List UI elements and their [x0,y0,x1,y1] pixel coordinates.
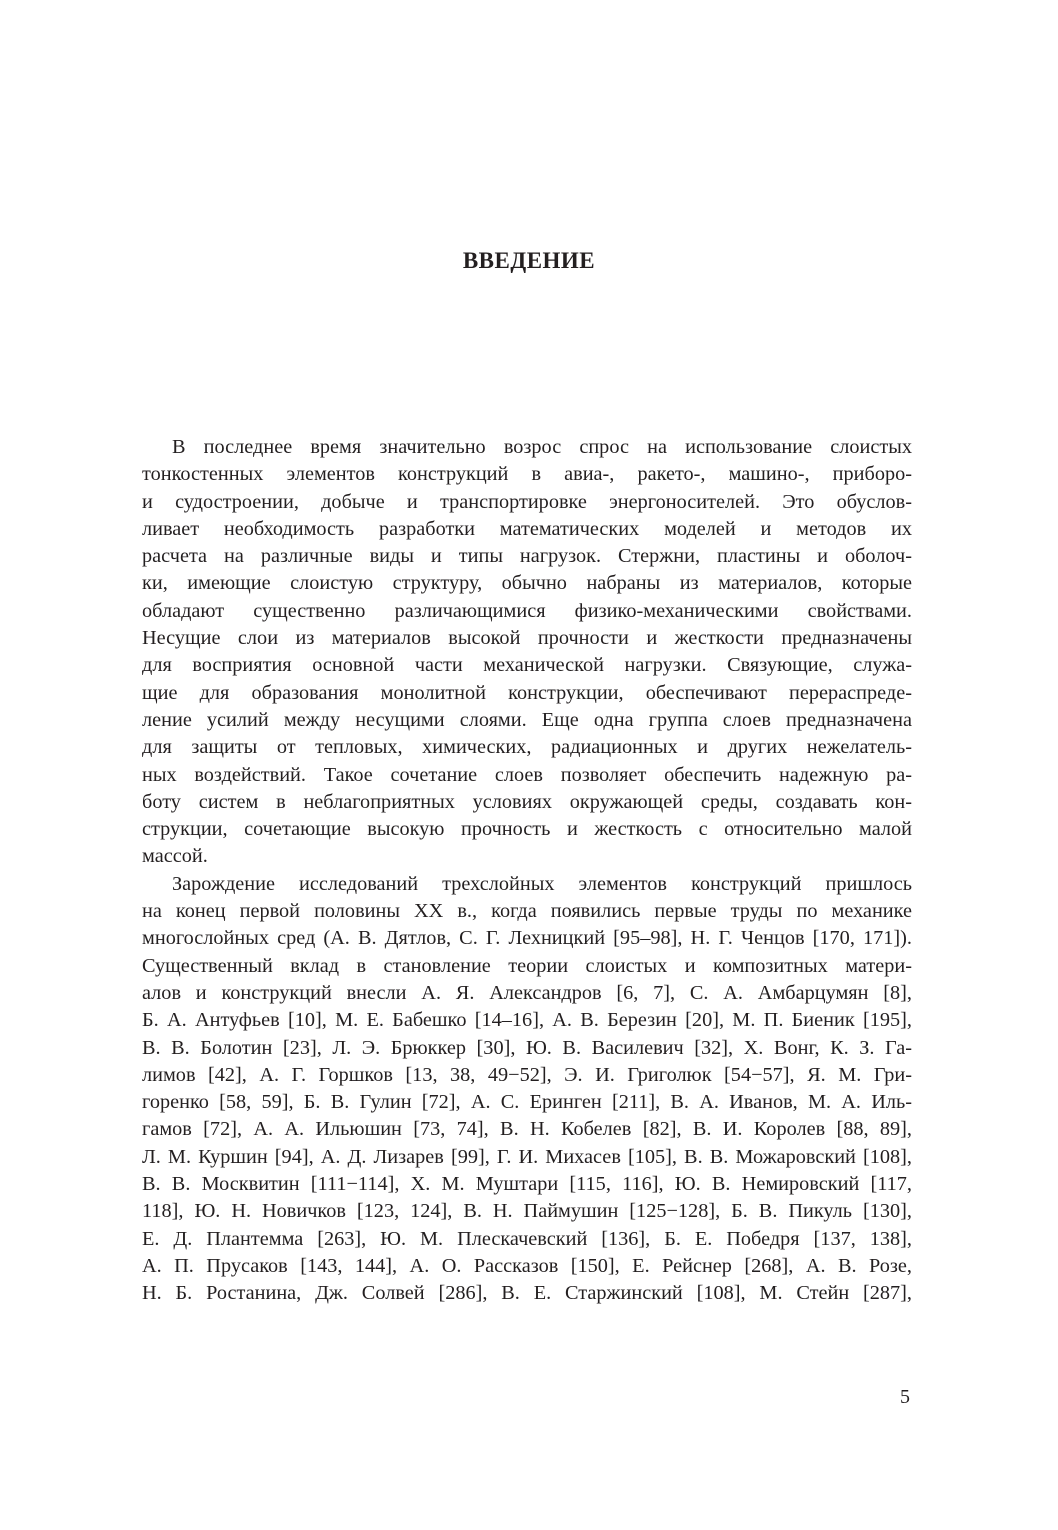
paragraph [142,434,912,871]
text-line: В. В. Болотин [23], Л. Э. Брюккер [30], Ю. В. Василевич [32], Х. Вонг, К. З. Га- [142,1036,912,1059]
text-line: ки, имеющие слоистую структуру, обычно набраны из материалов, которые [142,572,912,595]
text-line: Н. Б. Ростанина, Дж. Солвей [286], В. Е. Старжинский [108], М. Стейн [287], [142,1282,912,1305]
text-line: для восприятия основной части механической нагрузки. Связующие, служа- [142,654,912,677]
text-line: ливает необходимость разработки математических моделей и методов их [142,517,912,540]
text-line: 118], Ю. Н. Новичков [123, 124], В. Н. Паймушин [125−128], Б. В. Пикуль [130], [142,1200,912,1223]
page-number: 5 [900,1386,910,1408]
text-line: для защиты от тепловых, химических, радиационных и других нежелатель- [142,736,912,759]
text-line: боту систем в неблагоприятных условиях окружающей среды, создавать кон- [142,790,912,813]
text-line: и судостроении, добыче и транспортировке энергоносителей. Это обуслов- [142,490,912,513]
text-line: многослойных сред (А. В. Дятлов, С. Г. Лехницкий [95–98], Н. Г. Ченцов [170, 171]). [142,927,912,950]
text-line: гамов [72], А. А. Ильюшин [73, 74], В. Н. Кобелев [82], В. И. Королев [88, 89], [142,1118,912,1141]
text-line: В последнее время значительно возрос спрос на использование слоистых [172,436,912,458]
text-line: струкции, сочетающие высокую прочность и жесткость с относительно малой [142,818,912,841]
text-line: горенко [58, 59], Б. В. Гулин [72], А. С. Еринген [211], В. А. Иванов, М. А. Иль- [142,1091,912,1114]
text-line: Б. А. Антуфьев [10], М. Е. Бабешко [14–16], А. В. Березин [20], М. П. Биеник [195], [142,1009,912,1032]
text-line: массой. [142,845,208,868]
text-line: щие для образования монолитной конструкции, обеспечивают перераспреде- [142,681,912,704]
text-line: Зарождение исследований трехслойных элементов конструкций пришлось [172,872,912,895]
text-line: обладают существенно различающимися физико-механическими свойствами. [142,599,912,622]
text-line: ных воздействий. Такое сочетание слоев позволяет обеспечить надежную ра- [142,763,912,786]
text-line: В. В. Москвитин [111−114], Х. М. Муштари [115, 116], Ю. В. Немировский [117, [142,1173,912,1196]
text-line: Несущие слои из материалов высокой прочности и жесткости предназначены [142,627,912,650]
text-line: ление усилий между несущими слоями. Еще одна группа слоев предназначена [142,708,912,731]
text-line: тонкостенных элементов конструкций в авиа-, ракето-, машино-, приборо- [142,463,912,486]
text-line: алов и конструкций внесли А. Я. Александров [6, 7], С. А. Амбарцумян [8], [142,981,912,1004]
text-line: Л. М. Куршин [94], А. Д. Лизарев [99], Г. И. Михасев [105], В. В. Можаровский [108], [142,1145,912,1168]
text-line: на конец первой половины XX в., когда появились первые труды по механике [142,900,912,923]
text-line: А. П. Прусаков [143, 144], А. О. Рассказов [150], Е. Рейснер [268], А. В. Розе, [142,1254,912,1277]
text-line: Е. Д. Плантемма [263], Ю. М. Плескачевский [136], Б. Е. Победря [137, 138], [142,1227,912,1250]
body-text [142,434,912,1308]
text-line: Существенный вклад в становление теории слоистых и композитных матери- [142,954,912,977]
text-line: лимов [42], А. Г. Горшков [13, 38, 49−52], Э. И. Григолюк [54−57], Я. М. Гри- [142,1063,912,1086]
text-line: расчета на различные виды и типы нагрузок. Стержни, пластины и оболоч- [142,545,912,568]
chapter-title: ВВЕДЕНИЕ [462,248,596,273]
paragraph [142,871,912,1308]
